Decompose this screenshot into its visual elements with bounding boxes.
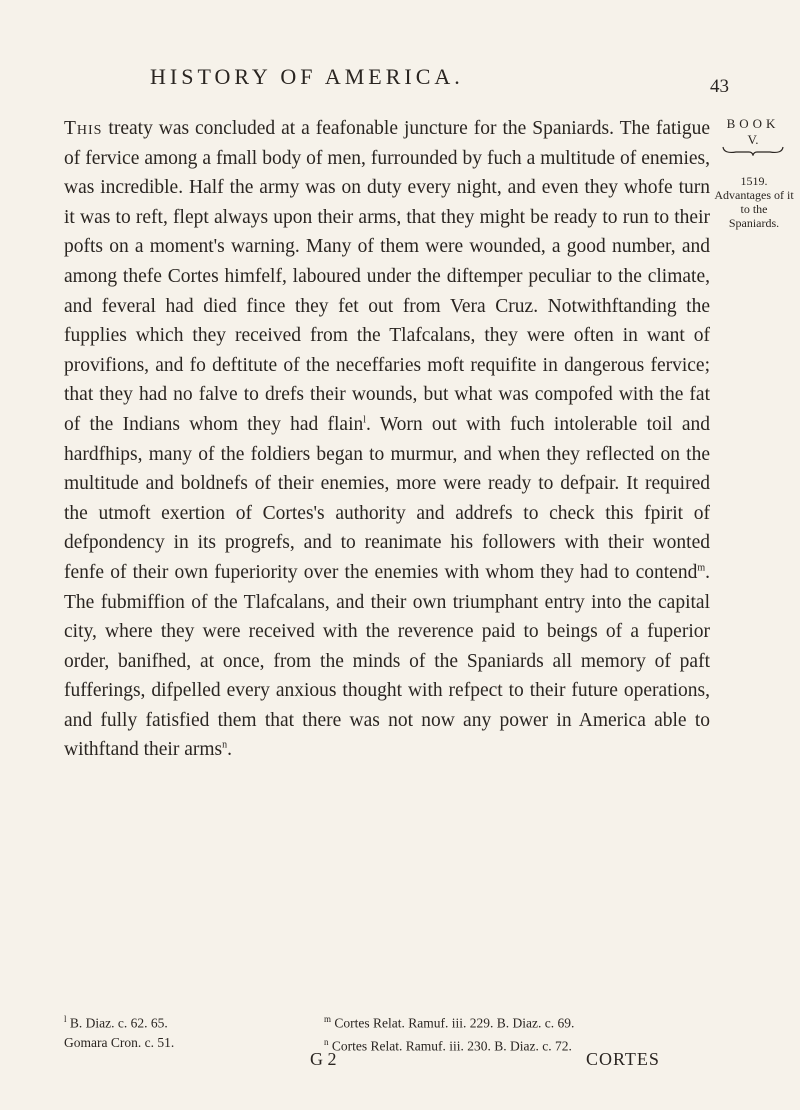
footnote-mark-n: n (324, 1036, 329, 1047)
paragraph (64, 114, 710, 765)
book-label: BOOK (726, 116, 780, 131)
footnote-l-cont: Gomara Cron. c. 51. (64, 1034, 175, 1050)
footnote-mark-m: m (324, 1014, 332, 1024)
margin-year: 1519. (740, 174, 768, 188)
footnote-ref-n: n (222, 739, 228, 751)
footnote-row (64, 1010, 710, 1033)
main-text (64, 114, 710, 765)
footnote-mark-l: l (64, 1014, 67, 1024)
footnote-l-text: B. Diaz. c. 62. 65. (66, 1015, 168, 1031)
margin-note-text: Advantages of it to the Spaniards. (714, 188, 794, 230)
margin-note (714, 174, 794, 230)
signature-mark: G 2 (310, 1049, 337, 1069)
first-word: This (64, 118, 103, 139)
margin-book-label (716, 116, 790, 156)
footnote-ref-m: m (697, 562, 706, 574)
catchword: CORTES (586, 1049, 660, 1069)
text-segment-3: . The fubmiffion of the Tlafcalans, and their own triumphant entry into the capital city, where they were received with the reverence paid to beings of a fuperior order, banifhed, at once, from the minds of the Spaniards all memory of paft fufferings, difpelled every anxious thought with refpect to their future operations, and fully fatisfied them that there was not now any power in America able to withftand their arms (64, 561, 710, 761)
footnote-n-text: Cortes Relat. Ramuf. iii. 230. B. Diaz. c. 72. (328, 1038, 572, 1053)
running-head: HISTORY OF AMERICA. (150, 64, 464, 89)
footnote-m (324, 1010, 710, 1033)
footnote-m-text: Cortes Relat. Ramuf. iii. 229. B. Diaz. c. 69. (331, 1015, 575, 1031)
text-segment-4: . (227, 739, 232, 761)
text-segment-2: . Worn out with fuch intolerable toil and hardfhips, many of the foldiers began to murmur, and when they reflected on the multitude and boldnefs of their enemies, more were ready to defpair. It required the utmoft exertion of Cortes's authority and addrefs to check this fpirit of defpondency in its progrefs, and to reanimate his followers with their wonted fenfe of their own fuperiority over the enemies with whom they had to contend (64, 413, 710, 583)
page-number: 43 (710, 76, 729, 97)
text-segment-1: treaty was concluded at a feafonable juncture for the Spaniards. The fatigue of fervice among a fmall body of men, furrounded by fuch a multitude of enemies, was incredible. Half the army was on duty every night, and even they whofe turn it was to reft, flept always upon their arms, that they might be ready to run to their pofts on a moment's warning. Many of them were wounded, a good number, and among thefe Cortes himfelf, laboured under the diftemper peculiar to the climate, and feveral had died fince they fet out from Vera Cruz. Notwithftanding the fupplies which they received from the Tlafcalans, they were often in want of provifions, and fo deftitute of the neceffaries moft requifite in dangerous fervice; that they had no falve to drefs their wounds, but what was compofed with the fat of the Indians whom they had flain (64, 118, 710, 435)
volume-label: V. (747, 132, 759, 147)
footnote-ref-l: l (363, 414, 367, 426)
footnote-l (64, 1010, 324, 1033)
